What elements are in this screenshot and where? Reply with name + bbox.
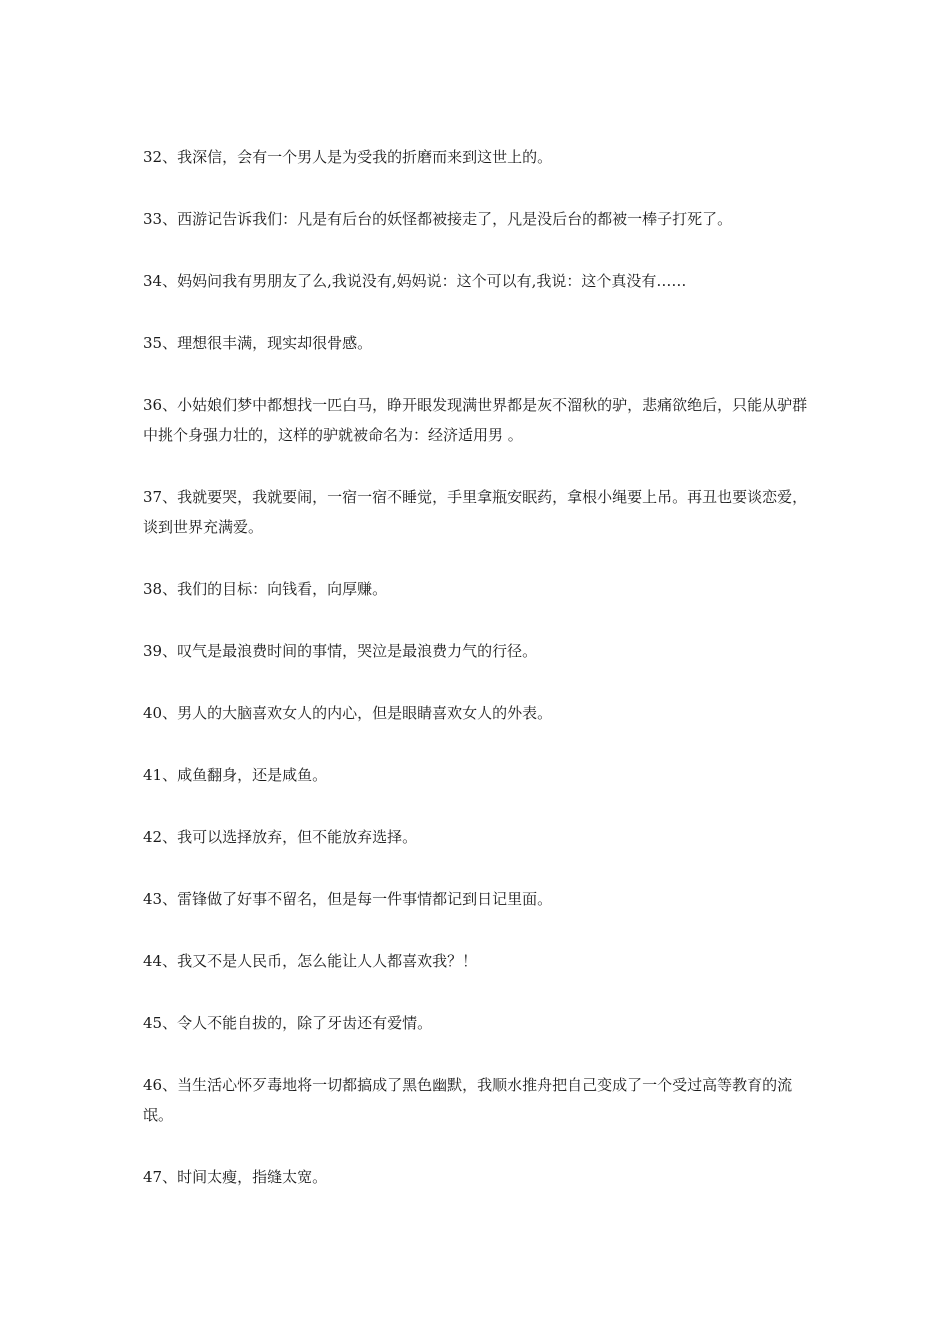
quote-41: 41、咸鱼翻身，还是咸鱼。: [143, 766, 328, 784]
quote-44: 44、我又不是人民币，怎么能让人人都喜欢我？！: [143, 952, 478, 970]
quote-36: 36、小姑娘们梦中都想找一匹白马，睁开眼发现满世界都是灰不溜秋的驴，悲痛欲绝后，只能从驴群中挑个身强力壮的，这样的驴就被命名为：经济适用男 。: [143, 396, 808, 444]
quote-40: 40、男人的大脑喜欢女人的内心，但是眼睛喜欢女人的外表。: [143, 704, 553, 722]
quote-46: 46、当生活心怀歹毒地将一切都搞成了黑色幽默，我顺水推舟把自己变成了一个受过高等教育的流氓。: [143, 1076, 793, 1124]
quote-47: 47、时间太瘦，指缝太宽。: [143, 1168, 328, 1186]
quote-34: 34、妈妈问我有男朋友了么,我说没有,妈妈说：这个可以有,我说：这个真没有……: [143, 272, 687, 290]
quote-39: 39、叹气是最浪费时间的事情，哭泣是最浪费力气的行径。: [143, 642, 538, 660]
quote-list: [143, 142, 813, 1224]
quote-38: 38、我们的目标：向钱看，向厚赚。: [143, 580, 388, 598]
quote-43: 43、雷锋做了好事不留名，但是每一件事情都记到日记里面。: [143, 890, 553, 908]
quote-45: 45、令人不能自拔的，除了牙齿还有爱情。: [143, 1014, 433, 1032]
quote-37: 37、我就要哭，我就要闹，一宿一宿不睡觉，手里拿瓶安眠药，拿根小绳要上吊。再丑也要谈恋爱，谈到世界充满爱。: [143, 488, 808, 536]
quote-33: 33、西游记告诉我们：凡是有后台的妖怪都被接走了，凡是没后台的都被一棒子打死了。: [143, 210, 733, 228]
quote-35: 35、理想很丰满，现实却很骨感。: [143, 334, 373, 352]
quote-42: 42、我可以选择放弃，但不能放弃选择。: [143, 828, 418, 846]
quote-32: 32、我深信，会有一个男人是为受我的折磨而来到这世上的。: [143, 148, 553, 166]
